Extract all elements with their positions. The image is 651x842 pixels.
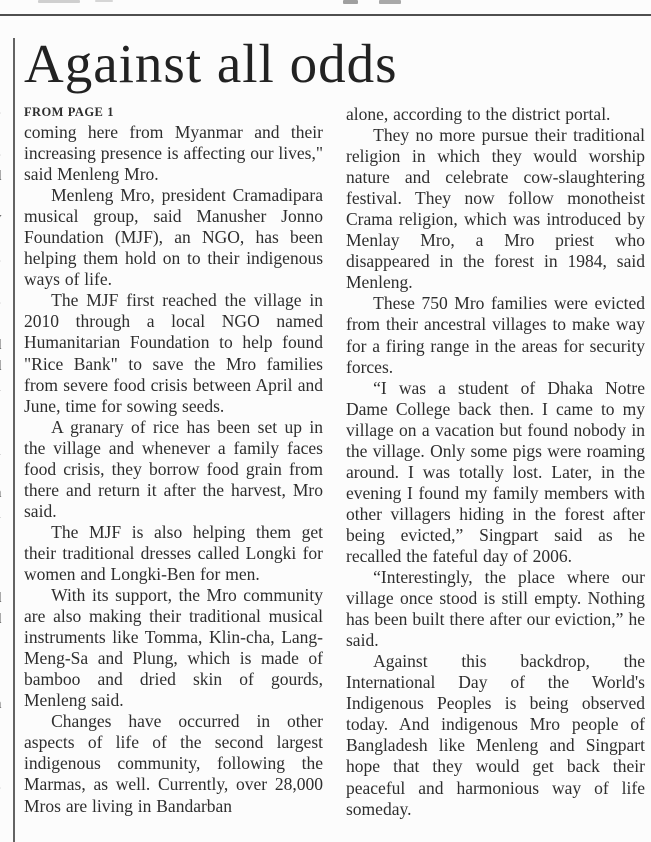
- torn-text-remnant: [343, 0, 358, 4]
- article: [24, 33, 645, 820]
- paragraph: The MJF is also helping them get their traditional dresses called Longki for women and Longki-Ben for men.: [24, 521, 323, 584]
- torn-text-remnant: [95, 0, 113, 2]
- left-column: [24, 104, 323, 820]
- left-margin-letter-fragments: [0, 103, 9, 799]
- paragraph: “Interestingly, the place where our village once stood is still empty. Nothing has been built there after our eviction,” he said.: [346, 567, 645, 651]
- article-headline: Against all odds: [24, 33, 398, 94]
- torn-text-remnant: [38, 0, 80, 3]
- paragraph: Against this backdrop, the International Day of the World's Indigenous Peoples is being observed today. And indigenous Mro people of Bangladesh like Menleng and Singpart hope that they would get back their peaceful and harmonious way of life someday.: [346, 651, 645, 819]
- top-horizontal-rule: [0, 14, 651, 16]
- paragraph: coming here from Myanmar and their increasing presence is affecting our lives," said Menleng Mro.: [24, 122, 323, 185]
- article-body: [24, 104, 645, 820]
- paragraph: Menleng Mro, president Cramadipara musical group, said Manusher Jonno Foundation (MJF), an NGO, has been helping them hold on to their indigenous ways of life.: [24, 185, 323, 290]
- paragraph: “I was a student of Dhaka Notre Dame College back then. I came to my village on a vacation but found nobody in the village. Only some pigs were roaming around. I was totally lost. Later, in the evening I found my family members with other villagers hiding in the forest after being evicted,” Singpart said as he recalled the fateful day of 2006.: [346, 377, 645, 566]
- torn-text-remnant: [379, 0, 401, 4]
- paragraph: Changes have occurred in other aspects of life of the second largest indigenous community, following the Marmas, as well. Currently, over 28,000 Mros are living in Bandarban: [24, 711, 323, 816]
- left-vertical-rule: [13, 38, 15, 842]
- paragraph: These 750 Mro families were evicted from their ancestral villages to make way for a firing range in the areas for security forces.: [346, 293, 645, 377]
- continuation-label: FROM PAGE 1: [24, 105, 114, 119]
- paragraph: The MJF first reached the village in 2010 through a local NGO named Humanitarian Foundation to help found "Rice Bank" to save the Mro families from severe food crisis between April and June, time for sowing seeds.: [24, 290, 323, 416]
- right-column: [346, 104, 645, 820]
- paragraph: They no more pursue their traditional religion in which they would worship nature and celebrate cow-slaughtering festival. They now follow monotheist Crama religion, which was introduced by Menlay Mro, a Mro priest who disappeared in the forest in 1984, said Menleng.: [346, 125, 645, 293]
- paragraph: alone, according to the district portal.: [346, 104, 611, 124]
- paragraph: With its support, the Mro community are also making their traditional musical instruments like Tomma, Klin-cha, Lang-Meng-Sa and Plung, which is made of bamboo and dried skin of gourds, Menleng said.: [24, 585, 323, 711]
- paragraph: A granary of rice has been set up in the village and whenever a family faces food crisis, they borrow food grain from there and return it after the harvest, Mro said.: [24, 416, 323, 521]
